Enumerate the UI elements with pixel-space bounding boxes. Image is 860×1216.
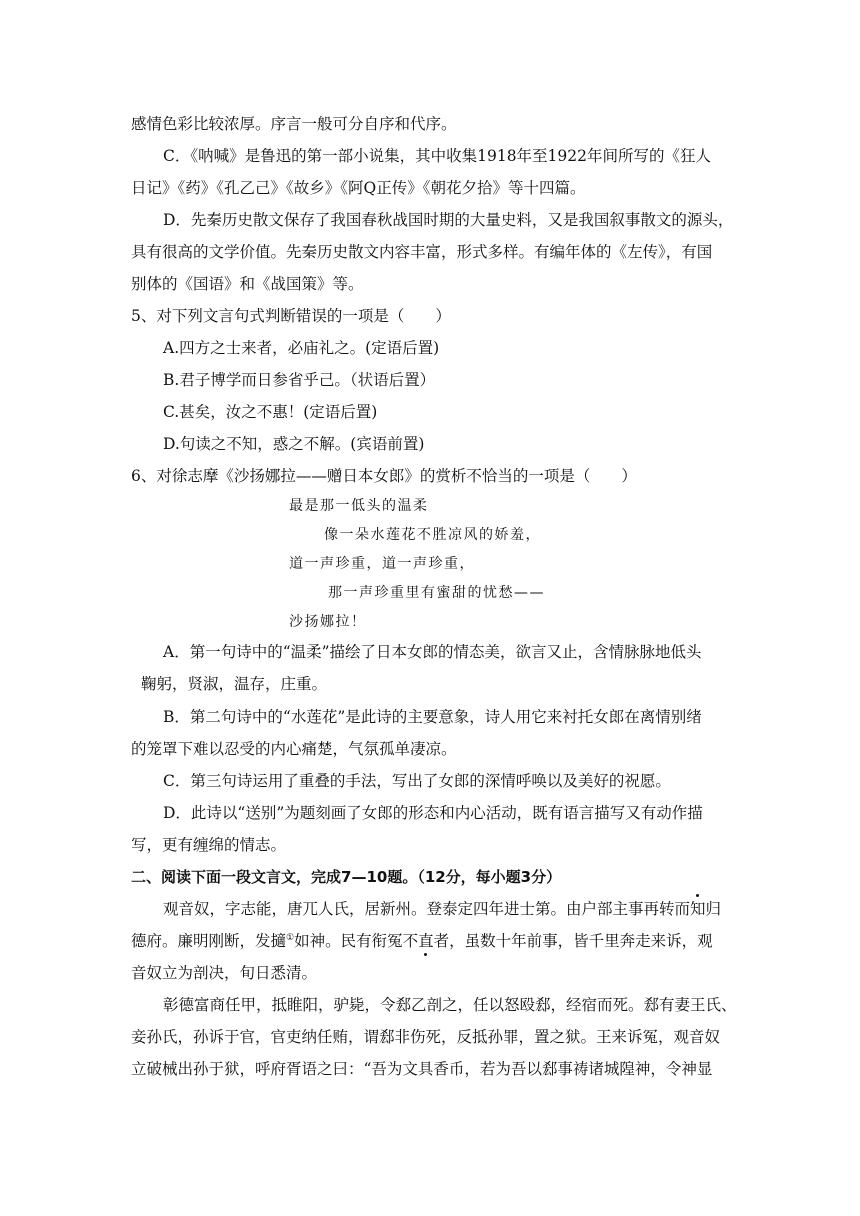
passage-line: 音奴立为剖决，旬日悉清。 — [131, 964, 318, 982]
q5-option-a: A.四方之士来者，必庙礼之。(定语后置) — [163, 339, 440, 357]
q6-option-b: B．第二句诗中的“水莲花”是此诗的主要意象，诗人用它来衬托女郎在离情别绪 — [163, 708, 702, 726]
passage-text: 如神。民有衔冤不 — [294, 932, 419, 950]
q5-option-c: C.甚矣，汝之不惠！(定语后置) — [163, 403, 378, 421]
passage-text: 观音奴，字志能，唐兀人氏，居新州。登泰定四年进士第。由户部主事再转而 — [163, 900, 691, 918]
emphasis-char: 知 — [690, 900, 706, 918]
text-line: 别体的《国语》和《战国策》等。 — [131, 275, 364, 293]
footnote-marker: ① — [286, 932, 295, 943]
text-line: 日记》《药》《孔乙己》《故乡》《阿Q正传》《朝花夕拾》等十四篇。 — [131, 179, 586, 197]
passage-line: 妾孙氏，孙诉于官，官吏纳任贿，谓郄非伤死，反抵孙罪，置之狱。王来诉冤，观音奴 — [131, 1028, 721, 1046]
text-line: 写，更有缠绵的情志。 — [131, 836, 287, 854]
passage-text: 者，虽数十年前事，皆千里奔走来诉，观 — [433, 932, 713, 950]
text-line: 的笼罩下难以忍受的内心痛楚，气氛孤单凄凉。 — [131, 740, 457, 758]
option-d-line: D．先秦历史散文保存了我国春秋战国时期的大量史料，又是我国叙事散文的源头， — [163, 211, 734, 229]
passage-line: 彰德富商任甲，抵睢阳，驴毙，令郄乙剖之，任以怒殴郄，经宿而死。郄有妻王氏、 — [163, 996, 737, 1014]
poem-line-3: 道一声珍重，道一声珍重， — [289, 556, 475, 572]
text-line: 具有很高的文学价值。先秦历史散文内容丰富，形式多样。有编年体的《左传》，有国 — [131, 243, 713, 261]
poem-line-2: 像一朵水莲花不胜凉风的娇羞， — [324, 527, 541, 543]
text-line: 感情色彩比较浓厚。序言一般可分自序和代序。 — [131, 115, 457, 133]
emphasis-char: 直 — [418, 932, 434, 950]
poem-line-4: 那一声珍重里有蜜甜的忧愁—— — [328, 585, 545, 601]
question-6-title: 6、对徐志摩《沙扬娜拉——赠日本女郎》的赏析不恰当的一项是（ ） — [131, 467, 637, 485]
passage-text: 德府。廉明刚断，发擿 — [131, 932, 287, 950]
passage-text: 归 — [705, 900, 722, 918]
text-line: 鞠躬，贤淑，温存，庄重。 — [141, 675, 328, 693]
section-2-title: 二、阅读下面一段文言文，完成7—10题。（12分，每小题3分） — [131, 868, 562, 886]
q6-option-a: A．第一句诗中的“温柔”描绘了日本女郎的情态美，欲言又止，含情脉脉地低头 — [163, 643, 702, 661]
poem-line-1: 最是那一低头的温柔 — [289, 498, 429, 514]
passage-line — [131, 930, 860, 952]
passage-line: 立破械出孙于狱，呼府胥语之曰：“吾为文具香币，若为吾以郄事祷诸城隍神，令神显 — [131, 1060, 713, 1078]
question-5-title: 5、对下列文言句式判断错误的一项是（ ） — [131, 307, 451, 325]
passage-line — [163, 898, 860, 920]
q5-option-d: D.句读之不知，惑之不解。(宾语前置) — [163, 435, 425, 453]
q6-option-c: C．第三句诗运用了重叠的手法，写出了女郎的深情呼唤以及美好的祝愿。 — [163, 772, 671, 790]
poem-line-5: 沙扬娜拉！ — [289, 614, 367, 630]
q5-option-b: B.君子博学而日参省乎己。（状语后置） — [163, 371, 436, 389]
option-c-line: C．《呐喊》是鲁迅的第一部小说集，其中收集1918年至1922年间所写的《狂人 — [163, 147, 712, 165]
q6-option-d: D．此诗以“送别”为题刻画了女郎的形态和内心活动，既有语言描写又有动作描 — [163, 804, 703, 822]
